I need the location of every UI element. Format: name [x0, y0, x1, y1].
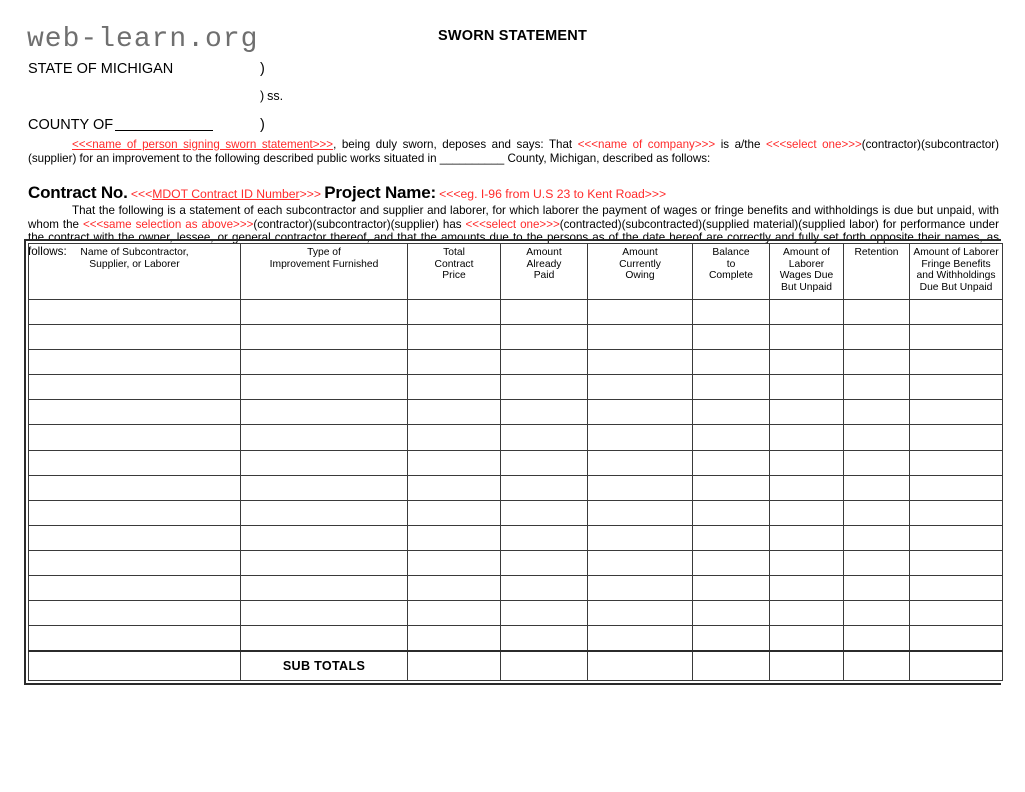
p1-text-d: County, Michigan, described as follows:: [504, 151, 711, 165]
table-cell-amount-already-paid[interactable]: [501, 475, 588, 500]
column-header-line: Price: [442, 270, 466, 282]
table-cell-amount-currently-owing[interactable]: [588, 450, 693, 475]
table-cell-amount-already-paid[interactable]: [501, 601, 588, 626]
table-row: [29, 525, 1003, 550]
table-cell-laborer-wages-due-unpaid[interactable]: [770, 601, 844, 626]
subtotals-cell-laborer-wages-due-unpaid[interactable]: [770, 651, 844, 681]
table-cell-laborer-wages-due-unpaid[interactable]: [770, 576, 844, 601]
table-cell-type-of-improvement[interactable]: [241, 400, 408, 425]
table-cell-laborer-wages-due-unpaid[interactable]: [770, 450, 844, 475]
column-header-line: Owing: [625, 270, 655, 282]
column-header-line: Balance: [712, 247, 750, 258]
table-cell-retention[interactable]: [844, 450, 910, 475]
table-cell-laborer-wages-due-unpaid[interactable]: [770, 626, 844, 651]
table-cell-amount-currently-owing[interactable]: [588, 601, 693, 626]
table-cell-amount-currently-owing[interactable]: [588, 500, 693, 525]
table-cell-fringe-benefits-withholdings[interactable]: [910, 500, 1003, 525]
table-cell-fringe-benefits-withholdings[interactable]: [910, 601, 1003, 626]
site-watermark: web-learn.org: [27, 24, 259, 55]
venue-paren-bottom: ): [260, 117, 265, 133]
table-cell-fringe-benefits-withholdings[interactable]: [910, 425, 1003, 450]
table-cell-laborer-wages-due-unpaid[interactable]: [770, 375, 844, 400]
p1-text-a: , being duly sworn, deposes and says: That: [333, 138, 578, 151]
table-cell-laborer-wages-due-unpaid[interactable]: [770, 550, 844, 575]
table-cell-amount-currently-owing[interactable]: [588, 525, 693, 550]
page-title: SWORN STATEMENT: [437, 28, 588, 44]
table-row: [29, 500, 1003, 525]
table-cell-type-of-improvement[interactable]: [241, 450, 408, 475]
column-header-amount-already-paid: [501, 244, 588, 300]
table-cell-amount-currently-owing[interactable]: [588, 350, 693, 375]
table-cell-balance-to-complete[interactable]: [693, 325, 770, 350]
table-row: [29, 400, 1003, 425]
table-cell-retention[interactable]: [844, 400, 910, 425]
table-row: [29, 350, 1003, 375]
table-cell-type-of-improvement[interactable]: [241, 475, 408, 500]
field-contract-id[interactable]: MDOT Contract ID Number: [152, 187, 300, 201]
subtotals-cell-total-contract-price[interactable]: [408, 651, 501, 681]
table-cell-total-contract-price[interactable]: [408, 601, 501, 626]
subtotals-cell-amount-currently-owing[interactable]: [588, 651, 693, 681]
table-row: [29, 601, 1003, 626]
table-cell-retention[interactable]: [844, 375, 910, 400]
contract-field-prefix: <<<: [130, 187, 153, 201]
table-cell-name-of-subcontractor[interactable]: [29, 400, 241, 425]
table-cell-name-of-subcontractor[interactable]: [29, 375, 241, 400]
table-cell-total-contract-price[interactable]: [408, 375, 501, 400]
subtotals-cell-fringe-benefits-withholdings[interactable]: [910, 651, 1003, 681]
table-cell-balance-to-complete[interactable]: [693, 550, 770, 575]
p1-text-c: (contractor)(subcontractor)(supplier) for an improvement to the following described public works situated in: [28, 138, 999, 165]
column-header-amount-currently-owing: [588, 244, 693, 300]
table-cell-name-of-subcontractor[interactable]: [29, 601, 241, 626]
field-select-one-action[interactable]: <<<select one>>>: [465, 217, 560, 231]
sworn-statement-paragraph: [28, 138, 999, 165]
table-cell-amount-currently-owing[interactable]: [588, 475, 693, 500]
table-cell-total-contract-price[interactable]: [408, 350, 501, 375]
county-blank-field[interactable]: [115, 118, 213, 131]
table-cell-total-contract-price[interactable]: [408, 576, 501, 601]
table-cell-retention[interactable]: [844, 475, 910, 500]
table-cell-name-of-subcontractor[interactable]: [29, 300, 241, 325]
table-cell-total-contract-price[interactable]: [408, 300, 501, 325]
column-header-line: Supplier, or Laborer: [89, 258, 180, 270]
table-cell-type-of-improvement[interactable]: [241, 525, 408, 550]
column-header-total-contract-price: [408, 244, 501, 300]
table-cell-retention[interactable]: [844, 550, 910, 575]
table-cell-amount-already-paid[interactable]: [501, 350, 588, 375]
column-header-line: Total: [443, 247, 465, 258]
state-label: STATE OF MICHIGAN: [28, 61, 174, 77]
column-header-name-of-subcontractor: [29, 244, 241, 300]
table-cell-type-of-improvement[interactable]: [241, 300, 408, 325]
contract-project-line: [28, 183, 999, 203]
table-cell-laborer-wages-due-unpaid[interactable]: [770, 400, 844, 425]
contract-field-suffix: >>>: [299, 187, 321, 201]
project-name-label: Project Name:: [324, 183, 436, 202]
table-cell-balance-to-complete[interactable]: [693, 500, 770, 525]
table-cell-amount-already-paid[interactable]: [501, 450, 588, 475]
table-cell-balance-to-complete[interactable]: [693, 300, 770, 325]
column-header-line: and Withholdings: [916, 270, 996, 282]
table-cell-retention[interactable]: [844, 325, 910, 350]
table-cell-name-of-subcontractor[interactable]: [29, 475, 241, 500]
subtotals-row: [29, 651, 1003, 681]
table-cell-type-of-improvement[interactable]: [241, 325, 408, 350]
table-cell-fringe-benefits-withholdings[interactable]: [910, 325, 1003, 350]
column-header-line: Amount of: [783, 247, 830, 258]
column-header-line: Amount of Laborer: [913, 247, 999, 258]
table-body: [29, 300, 1003, 681]
table-cell-balance-to-complete[interactable]: [693, 475, 770, 500]
table-cell-type-of-improvement[interactable]: [241, 576, 408, 601]
table-cell-type-of-improvement[interactable]: [241, 500, 408, 525]
table-cell-amount-already-paid[interactable]: [501, 425, 588, 450]
table-cell-balance-to-complete[interactable]: [693, 525, 770, 550]
column-header-line: to: [726, 258, 736, 270]
table-cell-laborer-wages-due-unpaid[interactable]: [770, 350, 844, 375]
table-row: [29, 375, 1003, 400]
table-cell-type-of-improvement[interactable]: [241, 425, 408, 450]
table-cell-type-of-improvement[interactable]: [241, 601, 408, 626]
table-cell-retention[interactable]: [844, 576, 910, 601]
table-cell-amount-already-paid[interactable]: [501, 400, 588, 425]
column-header-line: Currently: [619, 258, 661, 270]
table-cell-balance-to-complete[interactable]: [693, 350, 770, 375]
column-header-fringe-benefits-withholdings: [910, 244, 1003, 300]
table-cell-retention[interactable]: [844, 626, 910, 651]
table-cell-total-contract-price[interactable]: [408, 500, 501, 525]
table-cell-amount-already-paid[interactable]: [501, 300, 588, 325]
table-cell-name-of-subcontractor[interactable]: [29, 576, 241, 601]
table-cell-type-of-improvement[interactable]: [241, 626, 408, 651]
table-cell-amount-already-paid[interactable]: [501, 325, 588, 350]
table-cell-name-of-subcontractor[interactable]: [29, 626, 241, 651]
table-cell-balance-to-complete[interactable]: [693, 601, 770, 626]
table-cell-type-of-improvement[interactable]: [241, 350, 408, 375]
table-cell-amount-currently-owing[interactable]: [588, 375, 693, 400]
p2-text-c: (contracted)(subcontracted)(supplied material)(supplied labor) for performance under the contract with the owner, lessee, or general contractor thereof, and that the amounts due to the persons as of the date hereof are correctly and fully set forth opposite their names, as follows:: [28, 217, 999, 258]
column-header-balance-to-complete: [693, 244, 770, 300]
subtotals-label: SUB TOTALS: [241, 651, 408, 681]
p2-text-b: (contractor)(subcontractor)(supplier) has: [253, 217, 466, 231]
ss-abbreviation: ss.: [267, 89, 284, 103]
venue-county-row: [28, 118, 368, 137]
table-cell-retention[interactable]: [844, 525, 910, 550]
column-header-line: But Unpaid: [781, 281, 832, 293]
field-company-name[interactable]: <<<name of company>>>: [577, 138, 716, 151]
p2-text-a: That the following is a statement of each subcontractor and supplier and laborer, for which laborer the payment of wages or fringe benefits and withholdings is due but unpaid, with whom the: [28, 204, 999, 231]
table-cell-name-of-subcontractor[interactable]: [29, 350, 241, 375]
table-cell-laborer-wages-due-unpaid[interactable]: [770, 425, 844, 450]
table-row: [29, 626, 1003, 651]
field-same-selection[interactable]: <<<same selection as above>>>: [82, 217, 254, 231]
column-header-line: Fringe Benefits: [921, 258, 991, 270]
column-header-line: Contract: [434, 258, 474, 270]
sworn-statement-table-frame: [24, 239, 1001, 685]
table-cell-balance-to-complete[interactable]: [693, 576, 770, 601]
table-cell-total-contract-price[interactable]: [408, 525, 501, 550]
p1-text-b: is a/the: [715, 138, 766, 151]
table-cell-retention[interactable]: [844, 350, 910, 375]
table-cell-amount-currently-owing[interactable]: [588, 400, 693, 425]
table-cell-name-of-subcontractor[interactable]: [29, 425, 241, 450]
table-cell-amount-currently-owing[interactable]: [588, 300, 693, 325]
table-cell-type-of-improvement[interactable]: [241, 375, 408, 400]
table-cell-total-contract-price[interactable]: [408, 325, 501, 350]
table-cell-retention[interactable]: [844, 425, 910, 450]
subtotals-cell-name-of-subcontractor[interactable]: [29, 651, 241, 681]
field-person-signing[interactable]: <<<name of person signing sworn statement>>>: [72, 138, 334, 151]
column-header-line: Wages Due: [779, 270, 834, 282]
table-cell-amount-currently-owing[interactable]: [588, 626, 693, 651]
column-header-line: Amount: [622, 247, 658, 258]
field-project-name[interactable]: <<<eg. I-96 from U.S 23 to Kent Road>>>: [439, 187, 667, 201]
table-cell-name-of-subcontractor[interactable]: [29, 500, 241, 525]
table-cell-total-contract-price[interactable]: [408, 550, 501, 575]
venue-ss-row: [28, 90, 368, 109]
table-cell-fringe-benefits-withholdings[interactable]: [910, 400, 1003, 425]
table-cell-laborer-wages-due-unpaid[interactable]: [770, 525, 844, 550]
column-header-line: Complete: [708, 270, 754, 282]
table-cell-laborer-wages-due-unpaid[interactable]: [770, 475, 844, 500]
table-cell-name-of-subcontractor[interactable]: [29, 550, 241, 575]
p1-county-blank[interactable]: __________: [439, 151, 505, 165]
table-cell-balance-to-complete[interactable]: [693, 425, 770, 450]
table-row: [29, 550, 1003, 575]
table-cell-amount-currently-owing[interactable]: [588, 325, 693, 350]
table-cell-total-contract-price[interactable]: [408, 626, 501, 651]
table-row: [29, 450, 1003, 475]
table-cell-fringe-benefits-withholdings[interactable]: [910, 626, 1003, 651]
table-cell-fringe-benefits-withholdings[interactable]: [910, 350, 1003, 375]
table-header-row: [29, 244, 1003, 300]
column-header-line: Improvement Furnished: [269, 258, 379, 270]
table-cell-laborer-wages-due-unpaid[interactable]: [770, 500, 844, 525]
column-header-line: Due But Unpaid: [919, 281, 993, 293]
table-cell-amount-already-paid[interactable]: [501, 500, 588, 525]
subtotals-cell-amount-already-paid[interactable]: [501, 651, 588, 681]
column-header-line: Type of: [307, 247, 341, 258]
table-cell-amount-already-paid[interactable]: [501, 576, 588, 601]
column-header-line: Retention: [854, 247, 899, 258]
table-cell-amount-already-paid[interactable]: [501, 626, 588, 651]
contract-no-label: Contract No.: [28, 183, 128, 202]
table-cell-fringe-benefits-withholdings[interactable]: [910, 576, 1003, 601]
table-cell-fringe-benefits-withholdings[interactable]: [910, 375, 1003, 400]
table-row: [29, 425, 1003, 450]
table-cell-amount-currently-owing[interactable]: [588, 425, 693, 450]
table-cell-laborer-wages-due-unpaid[interactable]: [770, 325, 844, 350]
subtotals-cell-balance-to-complete[interactable]: [693, 651, 770, 681]
table-cell-name-of-subcontractor[interactable]: [29, 325, 241, 350]
table-cell-total-contract-price[interactable]: [408, 475, 501, 500]
table-cell-total-contract-price[interactable]: [408, 450, 501, 475]
county-label: COUNTY OF: [28, 117, 114, 133]
column-header-line: Laborer: [788, 258, 825, 270]
column-header-line: Amount: [526, 247, 562, 258]
table-cell-name-of-subcontractor[interactable]: [29, 450, 241, 475]
table-row: [29, 576, 1003, 601]
venue-block: [28, 61, 368, 133]
venue-state-row: [28, 62, 368, 81]
table-cell-fringe-benefits-withholdings[interactable]: [910, 525, 1003, 550]
table-cell-amount-currently-owing[interactable]: [588, 576, 693, 601]
table-cell-fringe-benefits-withholdings[interactable]: [910, 450, 1003, 475]
table-cell-name-of-subcontractor[interactable]: [29, 525, 241, 550]
table-row: [29, 325, 1003, 350]
table-cell-fringe-benefits-withholdings[interactable]: [910, 475, 1003, 500]
table-cell-total-contract-price[interactable]: [408, 400, 501, 425]
table-cell-fringe-benefits-withholdings[interactable]: [910, 300, 1003, 325]
venue-paren-top: ): [260, 61, 265, 77]
table-cell-fringe-benefits-withholdings[interactable]: [910, 550, 1003, 575]
table-row: [29, 475, 1003, 500]
table-cell-amount-already-paid[interactable]: [501, 525, 588, 550]
table-cell-retention[interactable]: [844, 601, 910, 626]
table-cell-balance-to-complete[interactable]: [693, 450, 770, 475]
table-cell-amount-already-paid[interactable]: [501, 550, 588, 575]
table-cell-laborer-wages-due-unpaid[interactable]: [770, 300, 844, 325]
table-cell-balance-to-complete[interactable]: [693, 375, 770, 400]
table-cell-retention[interactable]: [844, 500, 910, 525]
sworn-statement-table: [28, 243, 1003, 681]
subtotals-cell-retention[interactable]: [844, 651, 910, 681]
venue-ss: [260, 90, 283, 103]
table-cell-amount-already-paid[interactable]: [501, 375, 588, 400]
field-select-one-entity[interactable]: <<<select one>>>: [765, 138, 862, 151]
venue-paren-middle: ): [260, 89, 265, 103]
table-cell-amount-currently-owing[interactable]: [588, 550, 693, 575]
column-header-retention: [844, 244, 910, 300]
table-cell-balance-to-complete[interactable]: [693, 400, 770, 425]
table-cell-retention[interactable]: [844, 300, 910, 325]
table-cell-type-of-improvement[interactable]: [241, 550, 408, 575]
table-cell-total-contract-price[interactable]: [408, 425, 501, 450]
table-row: [29, 300, 1003, 325]
table-header: [29, 244, 1003, 300]
table-cell-balance-to-complete[interactable]: [693, 626, 770, 651]
column-header-line: Name of Subcontractor,: [80, 247, 189, 258]
column-header-line: Already: [526, 258, 562, 270]
column-header-type-of-improvement: [241, 244, 408, 300]
column-header-line: Paid: [533, 270, 555, 282]
column-header-laborer-wages-due-unpaid: [770, 244, 844, 300]
